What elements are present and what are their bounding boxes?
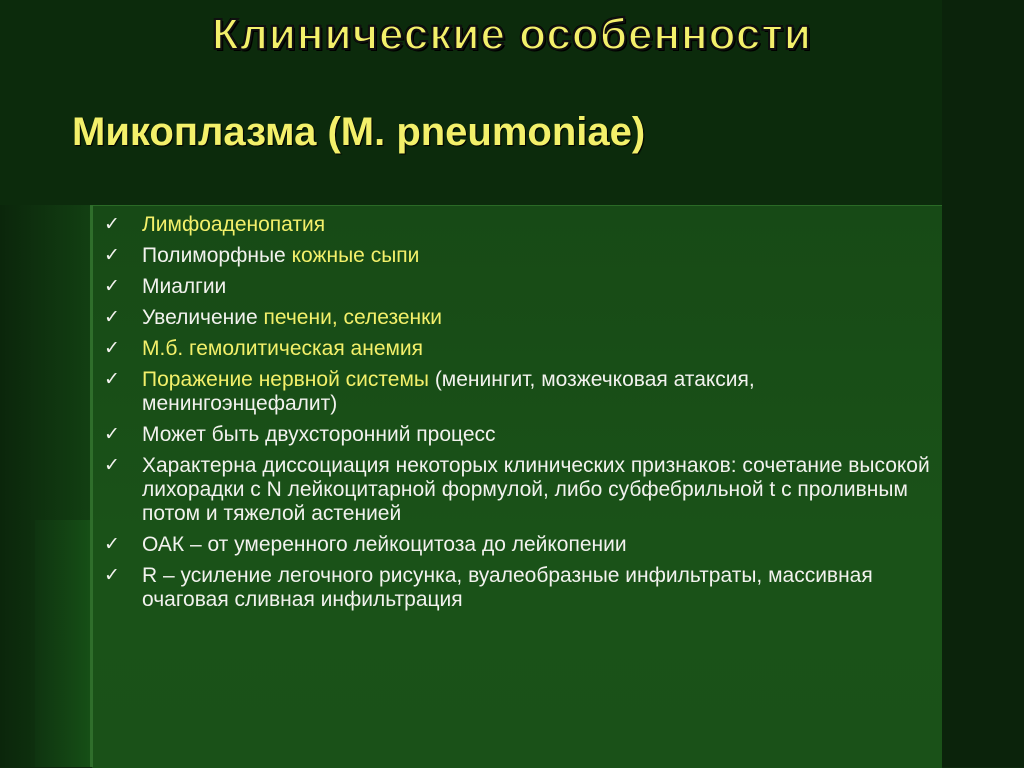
highlighted-text: кожные сыпи: [291, 244, 420, 267]
highlighted-text: Поражение нервной системы: [142, 368, 429, 391]
list-item: [104, 244, 934, 268]
list-item: [104, 368, 934, 416]
list-item: [104, 213, 934, 237]
list-item: [104, 337, 934, 361]
item-text: ОАК – от умеренного лейкоцитоза до лейкопении: [142, 533, 627, 556]
item-text: Миалгии: [142, 275, 227, 298]
lower-strip: [35, 520, 92, 767]
item-text: Увеличение: [142, 306, 264, 329]
highlighted-text: Лимфоаденопатия: [142, 213, 326, 236]
checkmark-icon: ✓: [104, 276, 120, 297]
checkmark-icon: ✓: [104, 369, 120, 390]
item-text: (менингит, мозжечковая атаксия, менингоэнцефалит): [142, 368, 755, 415]
list-item: [104, 423, 934, 447]
right-band: [942, 0, 1024, 767]
list-item: [104, 306, 934, 330]
feature-list: [104, 213, 934, 619]
checkmark-icon: ✓: [104, 534, 120, 555]
highlighted-text: печени, селезенки: [263, 306, 443, 329]
checkmark-icon: ✓: [104, 338, 120, 359]
checkmark-icon: ✓: [104, 214, 120, 235]
checkmark-icon: ✓: [104, 424, 120, 445]
item-text: Может быть двухсторонний процесс: [142, 423, 496, 446]
item-text: Полиморфные: [142, 244, 292, 267]
checkmark-icon: ✓: [104, 307, 120, 328]
highlighted-text: М.б. гемолитическая анемия: [142, 337, 424, 360]
slide-title: Клинические особенности: [212, 10, 812, 59]
checkmark-icon: ✓: [104, 245, 120, 266]
list-item: [104, 275, 934, 299]
slide-subtitle: Микоплазма (M. pneumoniae): [72, 110, 646, 154]
checkmark-icon: ✓: [104, 455, 120, 476]
item-text: R – усиление легочного рисунка, вуалеобразные инфильтраты, массивная очаговая сливная инфильтрация: [142, 564, 873, 611]
list-item: [104, 564, 934, 612]
panel-edge: [90, 205, 93, 767]
item-text: Характерна диссоциация некоторых клинических признаков: сочетание высокой лихорадки с N лейкоцитарной формулой, либо субфебрильной t с проливным потом и тяжелой астенией: [142, 454, 930, 525]
checkmark-icon: ✓: [104, 565, 120, 586]
list-item: [104, 454, 934, 526]
list-item: [104, 533, 934, 557]
